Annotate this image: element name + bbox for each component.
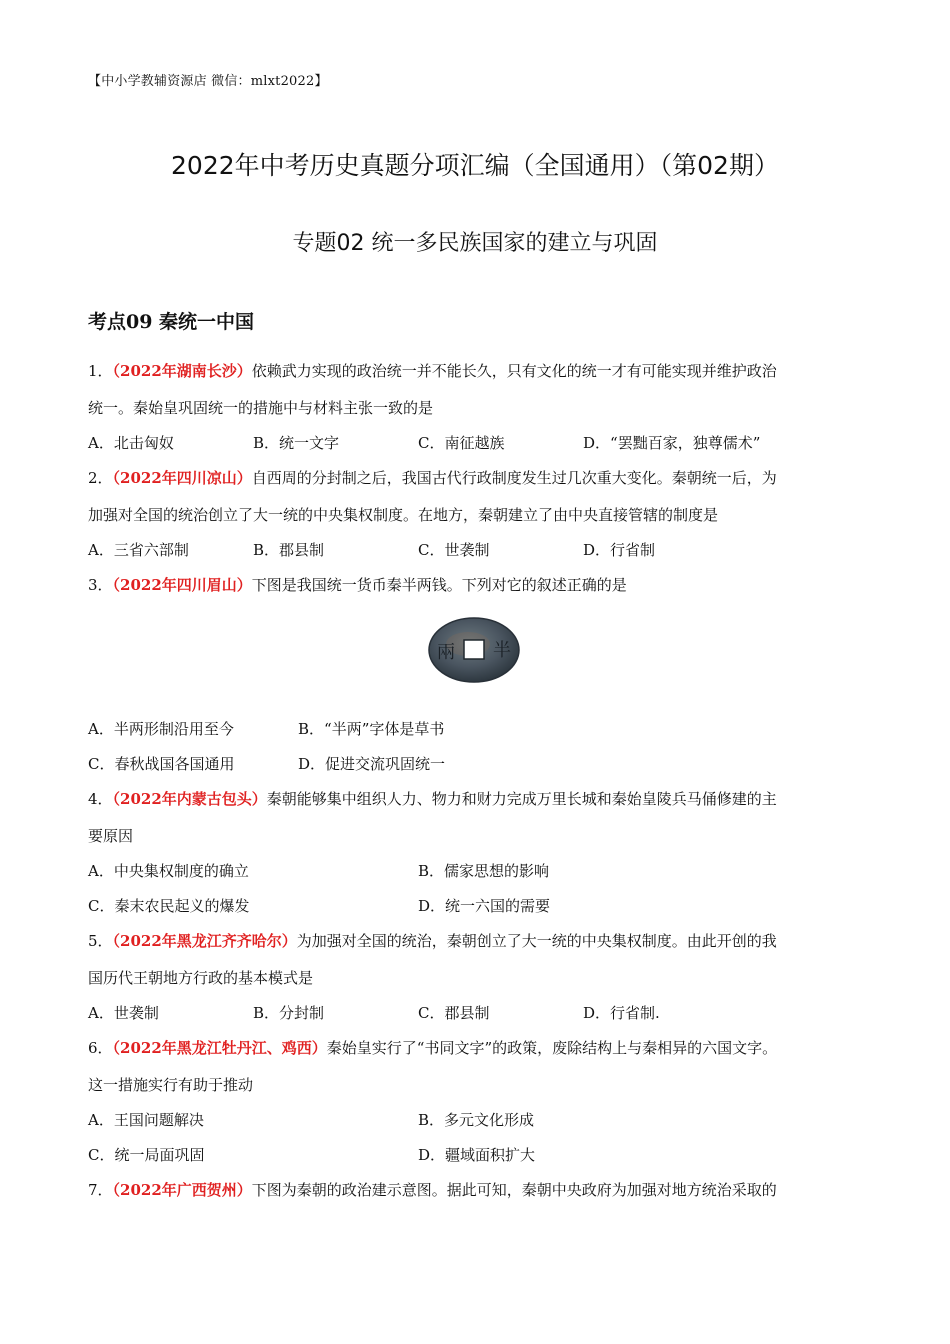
question-2-line-1 bbox=[88, 467, 868, 489]
question-stem: 秦朝能够集中组织人力、物力和财力完成万里长城和秦始皇陵兵马俑修建的主 bbox=[266, 790, 777, 808]
question-number: 3． bbox=[88, 576, 113, 594]
question-1-line-1 bbox=[88, 360, 868, 382]
question-stem: 自西周的分封制之后，我国古代行政制度发生过几次重大变化。秦朝统一后，为 bbox=[251, 469, 777, 487]
option-c: C．秦末农民起义的爆发 bbox=[88, 897, 250, 915]
option-b: B．多元文化形成 bbox=[418, 1111, 535, 1129]
option-d: D．行省制. bbox=[583, 1004, 660, 1022]
coin-square-hole bbox=[464, 640, 484, 659]
option-b: B．分封制 bbox=[253, 1004, 325, 1022]
question-source: （2022年四川眉山） bbox=[112, 576, 252, 594]
question-number: 2． bbox=[88, 469, 113, 487]
question-3-line-1 bbox=[88, 574, 868, 596]
option-a: A．三省六部制 bbox=[88, 541, 189, 559]
option-b: B．郡县制 bbox=[253, 541, 325, 559]
question-source: （2022年湖南长沙） bbox=[112, 362, 252, 380]
ban-liang-coin-image bbox=[428, 616, 520, 684]
question-source: （2022年广西贺州） bbox=[112, 1181, 252, 1199]
option-a: A．王国问题解决 bbox=[88, 1111, 204, 1129]
question-number: 7． bbox=[88, 1181, 113, 1199]
question-7-line-1 bbox=[88, 1179, 868, 1201]
option-c: C．郡县制 bbox=[418, 1004, 490, 1022]
question-1-line-2: 统一。秦始皇巩固统一的措施中与材料主张一致的是 bbox=[88, 399, 434, 417]
question-5-line-2: 国历代王朝地方行政的基本模式是 bbox=[88, 969, 314, 987]
option-a: A．世袭制 bbox=[88, 1004, 159, 1022]
question-number: 1． bbox=[88, 362, 113, 380]
option-d: D．行省制 bbox=[583, 541, 656, 559]
coin-char-right: 半 bbox=[493, 640, 511, 661]
question-source: （2022年黑龙江齐齐哈尔） bbox=[112, 932, 297, 950]
question-stem: 下图是我国统一货币秦半两钱。下列对它的叙述正确的是 bbox=[251, 576, 627, 594]
option-a: A．北击匈奴 bbox=[88, 434, 174, 452]
question-5-line-1 bbox=[88, 930, 868, 952]
section-heading: 考点09 秦统一中国 bbox=[88, 311, 255, 333]
question-source: （2022年四川凉山） bbox=[112, 469, 252, 487]
question-2-line-2: 加强对全国的统治创立了大一统的中央集权制度。在地方，秦朝建立了由中央直接管辖的制度是 bbox=[88, 506, 719, 524]
question-stem: 秦始皇实行了“书同文字”的政策，废除结构上与秦相异的六国文字。 bbox=[326, 1039, 778, 1057]
option-c: C．春秋战国各国通用 bbox=[88, 755, 235, 773]
question-stem: 下图为秦朝的政治建示意图。据此可知，秦朝中央政府为加强对地方统治采取的 bbox=[251, 1181, 777, 1199]
question-source: （2022年黑龙江牡丹江、鸡西） bbox=[112, 1039, 327, 1057]
option-b: B．统一文字 bbox=[253, 434, 340, 452]
header-note: 【中小学教辅资源店 微信：mlxt2022】 bbox=[88, 74, 328, 89]
option-a: A．中央集权制度的确立 bbox=[88, 862, 249, 880]
option-b: B．儒家思想的影响 bbox=[418, 862, 550, 880]
option-b: B．“半两”字体是草书 bbox=[298, 720, 445, 738]
question-number: 4． bbox=[88, 790, 113, 808]
question-4-line-1 bbox=[88, 788, 868, 810]
question-6-line-1 bbox=[88, 1037, 868, 1059]
question-number: 6． bbox=[88, 1039, 113, 1057]
option-d: D．疆域面积扩大 bbox=[418, 1146, 536, 1164]
question-source: （2022年内蒙古包头） bbox=[112, 790, 267, 808]
question-stem: 为加强对全国的统治，秦朝创立了大一统的中央集权制度。由此开创的我 bbox=[296, 932, 777, 950]
option-d: D．统一六国的需要 bbox=[418, 897, 551, 915]
coin-char-left: 兩 bbox=[437, 642, 455, 663]
option-c: C．南征越族 bbox=[418, 434, 505, 452]
question-number: 5． bbox=[88, 932, 113, 950]
option-d: D．“罢黜百家，独尊儒术” bbox=[583, 434, 761, 452]
question-stem: 依赖武力实现的政治统一并不能长久，只有文化的统一才有可能实现并维护政治 bbox=[251, 362, 777, 380]
document-title: 2022年中考历史真题分项汇编（全国通用）（第02期） bbox=[171, 151, 779, 180]
option-c: C．世袭制 bbox=[418, 541, 490, 559]
option-a: A．半两形制沿用至今 bbox=[88, 720, 234, 738]
question-6-line-2: 这一措施实行有助于推动 bbox=[88, 1076, 254, 1094]
question-4-line-2: 要原因 bbox=[88, 827, 134, 845]
option-d: D．促进交流巩固统一 bbox=[298, 755, 446, 773]
option-c: C．统一局面巩固 bbox=[88, 1146, 205, 1164]
document-subtitle: 专题02 统一多民族国家的建立与巩固 bbox=[292, 231, 658, 256]
